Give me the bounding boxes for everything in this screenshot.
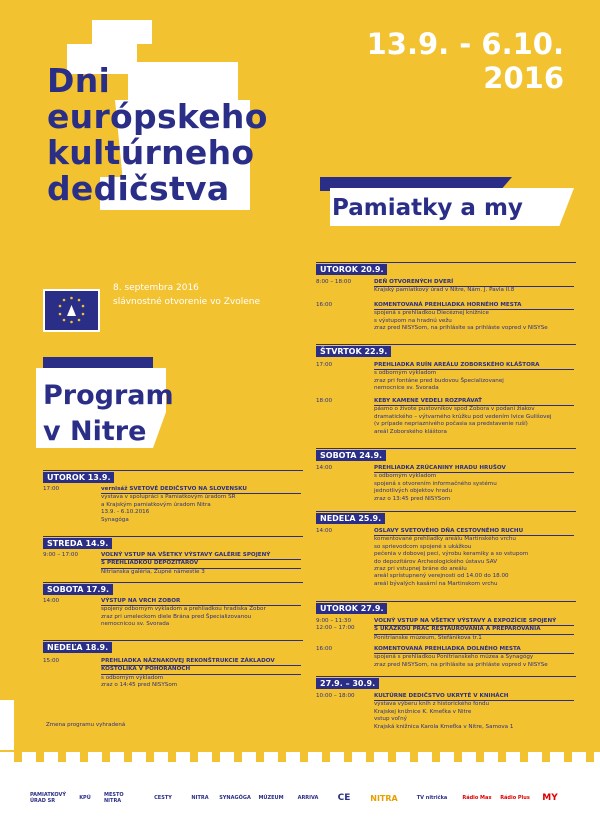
event-line: s odborným výkladom [101,674,164,681]
title-line-2: európskeho [47,97,268,136]
event-line: výstava v spolupráci s Pamiatkovým úradom SR [101,494,236,501]
event-line: zraz pri umeleckom diele Brána pred Špecializovanou [101,613,252,620]
event-title: S UKÁŽKOU PRÁC REŠTAUROVANIA A PREPAROVANIA [374,626,574,634]
program-event [316,618,576,642]
event-time: 17:00 [43,486,60,492]
decor-white-shape-top [92,20,152,44]
event-line: zraz pred NISYSom, na prihlásite sa prihláste vopred v NISYSe [374,661,548,668]
event-line: (v prípade nepriaznivého počasia sa predstavenie ruší) [374,421,528,428]
sponsor-logo: PAMIATKOVÝ ÚRAD SR [30,787,66,809]
event-title: KULTÚRNE DEDIČSTVO UKRYTÉ V KNIHÁCH [374,693,574,701]
event-details [374,362,574,393]
main-title [47,63,268,207]
sponsor-logo: MY [536,787,564,809]
program-event [43,658,303,694]
event-dates [367,27,564,95]
program-event [316,646,576,670]
event-line: nemocnicou sv. Svorada [101,621,170,628]
event-details [101,658,301,690]
sponsor-logos [30,783,575,813]
day-label: 27.9. – 30.9. [316,678,379,689]
sponsor-logo: SYNAGÓGA [220,787,250,809]
event-line: jednotlivých objektov hradu [374,488,453,495]
day-label: NEDEĽA 18.9. [43,642,112,653]
program-event [316,302,576,334]
event-line: komentované prehliadky areálu Martinského vrchu [374,536,516,543]
program-event [316,398,576,438]
event-line: s výstupom na hradnú vežu [374,317,452,324]
event-line: Krajská knižnica Karola Kmeťka v Nitre, Samova 1 [374,723,514,730]
sponsor-logo: MESTO NITRA [104,787,140,809]
opening-place: slávnostné otvorenie vo Zvolene [113,297,261,307]
event-line: areál Zoborského kláštora [374,428,447,435]
event-line: vstup voľný [374,716,407,723]
event-line: zraz pri vstupnej bráne do areálu [374,566,467,573]
event-time: 14:00 [43,598,60,604]
event-details [101,486,301,524]
sponsor-logo: CESTY [146,787,180,809]
event-title: VOĽNÝ VSTUP NA VŠETKY VÝSTAVY GALÉRIE SPOJENÝ [101,552,301,560]
event-title: OSLAVY SVETOVÉHO DŇA CESTOVNÉHO RUCHU [374,528,574,536]
event-line: spojená s otvorením informačného systému [374,480,497,487]
event-time: 16:00 [316,646,333,652]
divider [316,344,576,345]
day-label: UTOROK 27.9. [316,603,387,614]
sponsor-logo: TV nitrička [410,787,454,809]
event-line: a Krajským pamiatkovým úradom Nitra [101,501,211,508]
divider [316,448,576,449]
event-title: vernisáž SVETOVÉ DEDIČSTVO NA SLOVENSKU [101,486,301,494]
event-line: dramatického – výtvarného krúžku pod vedením Ivice Gulišovej [374,413,552,420]
event-time: 9:00 – 17:00 [43,552,79,558]
program-event [43,552,303,582]
program-event [316,528,576,590]
day-label: SOBOTA 24.9. [316,450,386,461]
event-time: 10:00 – 18:00 [316,693,355,699]
event-line: spojený odborným výkladom a prehliadkou hradiska Zobor [101,606,266,613]
day-label: UTOROK 20.9. [316,264,387,275]
event-time: 15:00 [43,658,60,664]
decor-bottom-strip [0,752,600,762]
opening-info [113,281,260,309]
event-line: zraz pred NISYSom, na prihlásite sa prihláste vopred v NISYSe [374,325,548,332]
divider [43,582,303,583]
day-label: ŠTVRTOK 22.9. [316,346,391,357]
eu-flag-icon [43,289,100,332]
opening-date: 8. septembra 2016 [113,283,199,293]
event-line: areál bývalých kasární na Martinskom vrchu [374,580,498,587]
event-details [374,646,574,669]
event-line: Nitrianska galéria, Župné námestie 3 [101,568,205,575]
event-title: VOĽNÝ VSTUP NA VŠETKY VÝSTAVY A EXPOZÍCIE SPOJENÝ [374,618,574,626]
event-line: s odborným výkladom [374,370,437,377]
sponsor-logo: KPÚ [72,787,98,809]
event-time: 17:00 [316,362,333,368]
decor-bottom-left [0,700,14,750]
event-line: Ponitrianske múzeum, Štefánikova tr.1 [374,634,482,641]
event-details [374,302,574,333]
event-line: Krajský pamiatkový úrad v Nitre, Nám. J. Pavla II.8 [374,287,515,294]
divider [316,511,576,512]
date-year: 2016 [483,61,564,95]
event-time: 9:00 – 11:30 12:00 – 17:00 [316,618,355,632]
day-label: STREDA 14.9. [43,538,112,549]
program-event [43,598,303,634]
program-title [43,378,174,450]
event-details [374,528,574,588]
sponsor-logo: Rádio Plus [500,787,530,809]
right-program [316,258,576,733]
event-line: pásmo o živote pustovníkov spod Zobora v podaní žiakov [374,406,535,413]
divider [316,601,576,602]
day-label: UTOROK 13.9. [43,472,114,483]
event-details [374,279,574,295]
event-details [374,398,574,436]
day-label: NEDEĽA 25.9. [316,513,385,524]
title-line-4: dedičstva [47,169,230,208]
event-line: areál sprístupnený verejnosti od 14.00 do 18.00 [374,573,509,580]
event-line: Krajskej knižnice K. Kmeťka v Nitre [374,708,472,715]
theme-title: Pamiatky a my [332,195,523,221]
event-line: pečenia v dobovej peci, výrobu keramiky a so vstupom [374,551,529,558]
sponsor-logo: CE [330,787,358,809]
program-event [316,465,576,505]
event-title: KOMENTOVANÁ PREHLIADKA DOLNÉHO MESTA [374,646,574,654]
event-line: do depozitárov Archeologického ústavu SAV [374,558,498,565]
event-line: zraz o 13:45 pred NISYSom [374,495,451,502]
event-title: S PREHLIADKOU DEPOZITÁROV [101,560,301,568]
date-range: 13.9. - 6.10. [366,27,564,61]
event-line: výstava výberu kníh z historického fondu [374,701,490,708]
program-event [316,279,576,297]
event-line: Synagóga [101,516,129,523]
event-details [374,465,574,503]
program-title-line-1: Program [43,380,174,411]
sponsor-logo: MÚZEUM [256,787,286,809]
program-event [316,362,576,394]
divider [316,262,576,263]
sponsor-logo: NITRA [364,787,404,809]
event-time: 14:00 [316,465,333,471]
event-line: 13.9. - 6.10.2016 [101,509,150,516]
title-line-1: Dni [47,61,111,100]
event-title: VÝSTUP NA VRCH ZOBOR [101,598,301,606]
event-title: PREHLIADKA ZRÚCANINY HRADU HRUŠOV [374,465,574,473]
program-event [43,486,303,526]
divider [43,536,303,537]
event-title: PREHLIADKA NÁZNAKOVEJ REKONŠTRUKCIE ZÁKLADOV [101,658,301,666]
event-title: KOMENTOVANÁ PREHLIADKA HORNÉHO MESTA [374,302,574,310]
event-time: 18:00 [316,398,333,404]
day-label: SOBOTA 17.9. [43,584,113,595]
program-change-note: Zmena programu vyhradená [46,722,126,728]
program-event [316,693,576,733]
sponsor-logo: Rádio Max [460,787,494,809]
event-title: PREHLIADKA RUÍN AREÁLU ZOBORSKÉHO KLÁŠTORA [374,362,574,370]
divider [43,470,303,471]
sponsor-logo: NITRA [186,787,214,809]
event-line: zraz o 14:45 pred NISYSom [101,682,178,689]
event-details [101,598,301,629]
program-title-line-2: v Nitre [43,416,147,447]
divider [43,640,303,641]
event-line: spojená s prehliadkou Diecéznej knižnice [374,310,489,317]
event-time: 14:00 [316,528,333,534]
event-line: nemocnice sv. Svorada [374,385,439,392]
event-details [374,693,574,731]
left-program [43,470,303,710]
divider [316,676,576,677]
event-line: spojená s prehliadkou Ponitrianskeho múzea a Synagógy [374,654,534,661]
event-time: 16:00 [316,302,333,308]
event-time: 8:00 – 18:00 [316,279,352,285]
event-details [374,618,574,642]
event-line: s odborným výkladom [374,473,437,480]
event-line: so sprievodcom spojené s ukážkou [374,543,472,550]
title-line-3: kultúrneho [47,133,255,172]
event-title: KEBY KAMENE VEDELI ROZPRÁVAŤ [374,398,574,406]
event-line: zraz pri fontáne pred budovou Špecializovanej [374,377,504,384]
event-details [101,552,301,576]
event-title: DEŇ OTVORENÝCH DVERÍ [374,279,574,287]
sponsor-logo: ARRIVA [292,787,324,809]
event-title: KOSTOLÍKA V POHORANOCH [101,666,301,674]
